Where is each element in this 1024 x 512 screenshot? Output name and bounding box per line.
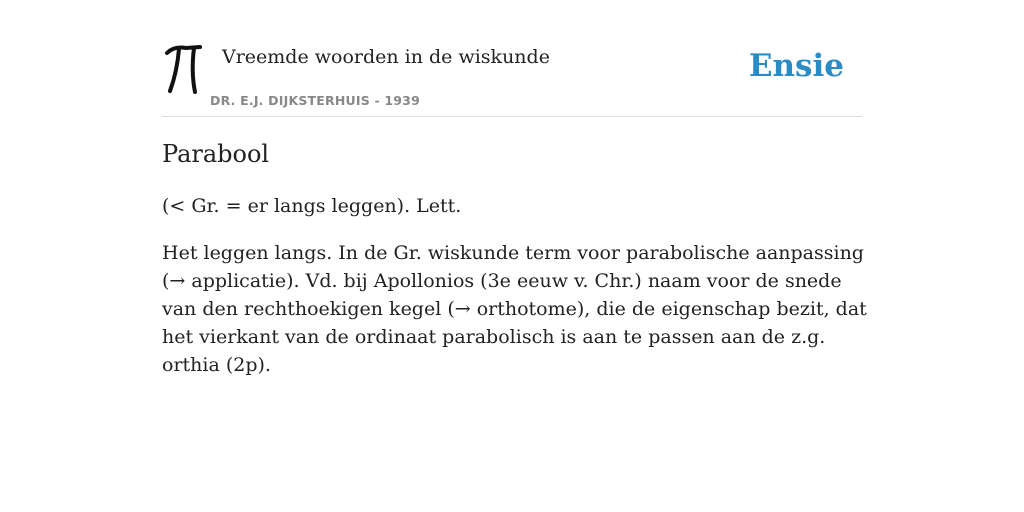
entry-content [162, 136, 867, 379]
author-line: DR. E.J. DIJKSTERHUIS - 1939 [210, 93, 420, 108]
book-header [162, 40, 862, 117]
entry-definition: Het leggen langs. In de Gr. wiskunde term voor parabolische aanpassing (→ applicatie). Vd. bij Apollonios (3e eeuw v. Chr.) naam voor de snede van den rechthoekigen kegel (→ orthotome), die de eigenschap bezit, dat het vierkant van de ordinaat parabolisch is aan te passen aan de z.g. orthia (2p). [162, 242, 867, 376]
entry-title: Parabool [162, 140, 270, 168]
book-title[interactable]: Vreemde woorden in de wiskunde [222, 46, 550, 68]
entry-etymology: (< Gr. = er langs leggen). Lett. [162, 195, 462, 217]
ensie-logo-link[interactable]: Ensie [748, 48, 844, 84]
pi-icon[interactable] [164, 44, 204, 96]
